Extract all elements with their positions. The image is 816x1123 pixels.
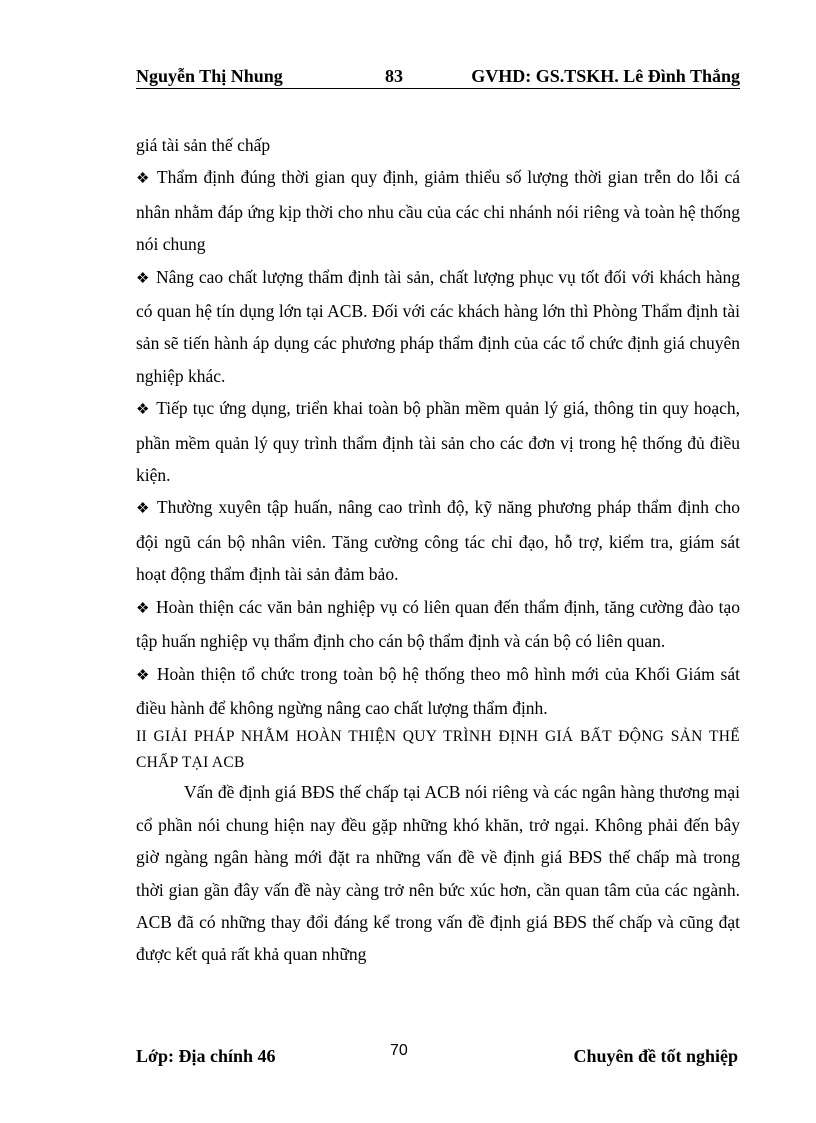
diamond-bullet-icon: ❖ bbox=[136, 667, 151, 684]
header-author: Nguyễn Thị Nhung bbox=[136, 66, 283, 86]
footer-doc-type: Chuyên đề tốt nghiệp bbox=[573, 1046, 738, 1066]
footer-page-number: 70 bbox=[390, 1042, 408, 1059]
bullet-item bbox=[136, 491, 740, 590]
footer-class-label: Lớp: Địa chính 46 bbox=[136, 1046, 276, 1066]
page-footer bbox=[136, 1042, 740, 1072]
bullet-text: Tiếp tục ứng dụng, triển khai toàn bộ phần mềm quản lý giá, thông tin quy hoạch, phần mềm quản lý quy trình thẩm định tài sản cho các đơn vị trong hệ thống đủ điều kiện. bbox=[136, 398, 740, 486]
bullet-item bbox=[136, 261, 740, 393]
page-header bbox=[136, 64, 740, 89]
diamond-bullet-icon: ❖ bbox=[136, 501, 151, 518]
section-heading: II GIẢI PHÁP NHẰM HOÀN THIỆN QUY TRÌNH ĐỊNH GIÁ BẤT ĐỘNG SẢN THẾ CHẤP TẠI ACB bbox=[136, 728, 740, 772]
continuation-text: giá tài sản thế chấp bbox=[136, 135, 271, 155]
header-number: 83 bbox=[385, 66, 403, 86]
bullet-item bbox=[136, 392, 740, 491]
header-advisor: GVHD: GS.TSKH. Lê Đình Thắng bbox=[471, 66, 740, 86]
diamond-bullet-icon: ❖ bbox=[136, 402, 151, 419]
bullet-item bbox=[136, 161, 740, 260]
bullet-text: Hoàn thiện các văn bản nghiệp vụ có liên quan đến thẩm định, tăng cường đào tạo tập huấn nghiệp vụ thẩm định cho cán bộ thẩm định và cán bộ có liên quan. bbox=[136, 596, 740, 652]
diamond-bullet-icon: ❖ bbox=[136, 600, 150, 617]
diamond-bullet-icon: ❖ bbox=[136, 171, 151, 188]
body-paragraph: Vấn đề định giá BĐS thế chấp tại ACB nói riêng và các ngân hàng thương mại cổ phần nói chung hiện nay đều gặp những khó khăn, trở ngại. Không phải đến bây giờ ngàng ngân hàng mới đặt ra những vấn đề về định giá BĐS thế chấp mà trong thời gian gần đây vấn đề này càng trở nên bức xúc hơn, cần quan tâm của các ngành. ACB đã có những thay đổi đáng kể trong vấn đề định giá BĐS thế chấp và cũng đạt được kết quả rất khả quan những bbox=[136, 782, 740, 965]
bullet-item bbox=[136, 591, 740, 658]
document-body bbox=[136, 129, 740, 971]
bullet-item bbox=[136, 658, 740, 725]
bullet-text: Thường xuyên tập huấn, nâng cao trình độ, kỹ năng phương pháp thẩm định cho đội ngũ cán bộ nhân viên. Tăng cường công tác chỉ đạo, hỗ trợ, kiểm tra, giám sát hoạt động thẩm định tài sản đảm bảo. bbox=[136, 497, 741, 585]
diamond-bullet-icon: ❖ bbox=[136, 270, 151, 287]
bullet-text: Thẩm định đúng thời gian quy định, giảm thiểu số lượng thời gian trễn do lỗi cá nhân nhằm đáp ứng kịp thời cho nhu cầu của các chi nhánh nói riêng và toàn hệ thống nói chung bbox=[136, 167, 740, 255]
bullet-text: Nâng cao chất lượng thẩm định tài sản, chất lượng phục vụ tốt đối với khách hàng có quan hệ tín dụng lớn tại ACB. Đối với các khách hàng lớn thì Phòng Thẩm định tài sản sẽ tiến hành áp dụng các phương pháp thẩm định của các tổ chức định giá chuyên nghiệp khác. bbox=[136, 266, 740, 386]
bullet-text: Hoàn thiện tổ chức trong toàn bộ hệ thống theo mô hình mới của Khối Giám sát điều hành để không ngừng nâng cao chất lượng thẩm định. bbox=[136, 663, 740, 718]
